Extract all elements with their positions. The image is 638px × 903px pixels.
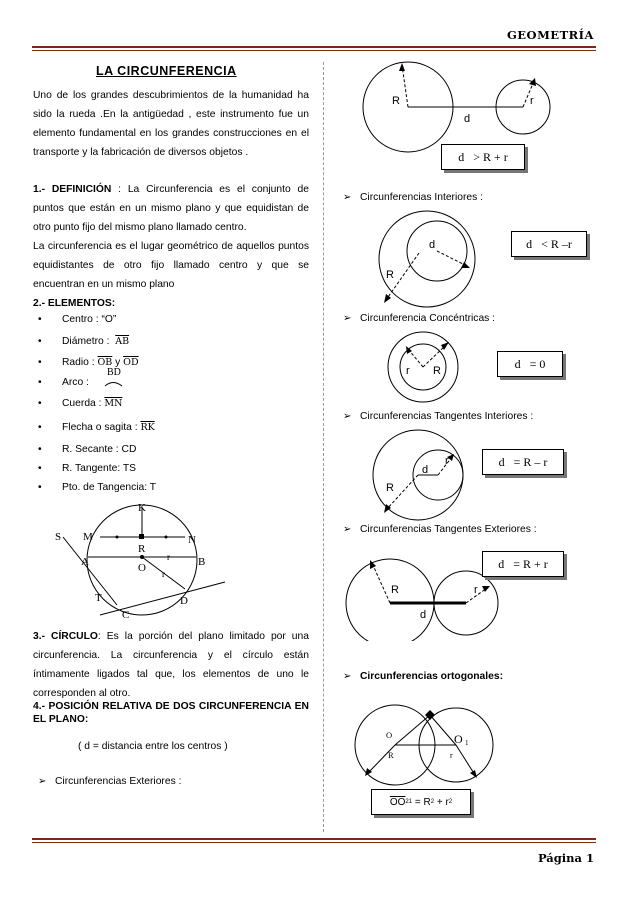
concentric-label-r-big: R [433,365,441,377]
elements-heading-num: 2. [33,298,42,309]
concentric-circles-figure [382,330,472,405]
label-r: R [138,543,146,555]
tangent-int-caption: Circunferencias Tangentes Interiores : [359,411,534,422]
circle-elements-figure [45,497,275,622]
tangent-ext-label-d: d [420,609,427,621]
label-c: C [122,609,130,621]
interior-formula: d < R –r [526,236,572,251]
tangent-int-formula: d = R – r [498,454,548,469]
arc-symbol-icon [105,383,122,387]
orthogonal-label-o1-sub: 1 [465,739,469,747]
bullet-arrow-icon: ➢ [343,192,352,203]
orthogonal-label-o1: O [454,732,463,746]
tangent-interior-figure [366,428,486,523]
tangent-ext-formula-box [482,551,564,577]
label-s: S [55,531,62,543]
interior-caption: Circunferencias Interiores : [359,192,484,203]
exterior-label-r-big: R [392,95,400,107]
header-rule [32,46,596,48]
intro-text: Uno de los grandes descubrimientos de la humanidad ha sido la rueda .En la antigüedad , este instrumento fue un elemento fundamental en los grandes construcciones en el transporte y la fabricación de diversos objetos . [33,90,309,159]
position-note: ( d = distancia entre los centros ) [78,741,228,752]
circle-text: : Es la porción del plano limitado por una circunferencia. La circunferencia y el círculo están íntimamente ligados tal que, los elementos de uno le corresponden al otro. [33,631,309,700]
footer-rule-thin [32,842,596,843]
secant-cd [100,582,225,615]
header-subject: GEOMETRÍA [506,28,594,42]
definition-text-2: La circunferencia es el lugar geométrico de aquellos puntos equidistantes de otro fijo llamado centro y que se encuentran en un mismo plano [33,241,309,291]
label-o: O [138,562,146,574]
interior-label-r: R [386,269,394,281]
bullet-arrow-icon: ➢ [343,671,352,682]
concentric-caption: Circunferencia Concéntricas : [359,313,496,324]
tangent-ts [63,537,117,605]
intro-paragraph [33,86,309,162]
tangent-ext-formula: d = R + r [498,556,548,571]
exterior-label-r-small: r [530,95,534,107]
definition-heading: 1.- DEFINICIÓN [33,184,112,195]
orthogonal-circles-figure [350,693,500,788]
exterior-caption: Circunferencias Exteriores : [54,776,182,787]
tangent-int-label-r-big: R [386,482,394,494]
tangent-ext-caption: Circunferencias Tangentes Exteriores : [359,524,537,535]
exterior-formula: d > R + r [458,149,508,164]
arc-bd-label: BD [107,367,121,378]
concentric-caption-row [343,313,495,324]
tangent-ext-caption-row [343,524,537,535]
label-b: B [198,556,206,568]
orthogonal-label-r-big: R [388,750,394,760]
header-rule-thin [32,50,596,51]
interior-label-d: d [429,239,436,251]
definition-section [33,180,309,295]
elements-heading-text: - ELEMENTOS: [41,298,116,309]
orthogonal-caption: Circunferencias ortogonales: [359,671,504,682]
label-r-small-2: r [162,569,165,579]
bullet-arrow-icon: ➢ [343,411,352,422]
arc-bd-symbol [100,362,130,392]
circle-section [33,627,309,703]
concentric-formula: d = 0 [514,356,546,371]
exterior-formula-box [441,144,525,170]
bullet-arrow-icon: ➢ [343,524,352,535]
label-t: T [95,592,102,604]
interior-formula-box [511,231,587,257]
tangent-ext-label-r-big: R [391,584,399,596]
bullet-arrow-icon: ➢ [38,776,47,787]
label-r-small-1: r [167,552,170,562]
orthogonal-formula-lhs: $\overline{OO}$ [389,796,406,808]
tangent-ext-label-r-small: r [474,584,478,596]
label-n: N [188,534,196,546]
tangent-int-label-r-small: r [445,455,449,467]
footer-page: Página 1 [537,851,594,865]
exterior-label-d: d [464,113,471,125]
concentric-label-r-small: r [406,365,410,377]
tangent-exterior-figure [342,541,502,641]
orthogonal-label-r-small: r [450,751,453,760]
circle-heading: 3.- CÍRCULO [33,631,98,642]
position-heading: 4.- POSICIÓN RELATIVA DE DOS CIRCUNFERENCIA EN EL PLANO: [33,701,309,725]
orthogonal-caption-row [343,671,503,682]
exterior-caption-row [38,776,181,787]
bullet-arrow-icon: ➢ [343,313,352,324]
definition-text: : La Circunferencia es el conjunto de puntos que están en un mismo plano y que equidistan de otro punto fijo del mismo plano llamado centro. [33,184,309,234]
page-title: LA CIRCUNFERENCIA [96,64,237,78]
concentric-formula-box [497,351,563,377]
label-k: K [138,502,146,514]
tangent-int-formula-box [482,449,564,475]
tangent-int-caption-row [343,411,533,422]
tangent-int-label-d: d [422,464,429,476]
orthogonal-formula-box: $\overline{OO}$ 2 1 = R 2 + r 2 [371,789,471,815]
orthogonal-label-o: O [386,730,393,740]
elements-heading [33,294,309,313]
interior-circles-figure [362,208,502,308]
column-separator [323,62,324,832]
label-d: D [180,595,188,607]
label-a: A [81,556,89,568]
label-m: M [83,531,93,543]
footer-rule [32,838,596,840]
interior-caption-row [343,192,483,203]
